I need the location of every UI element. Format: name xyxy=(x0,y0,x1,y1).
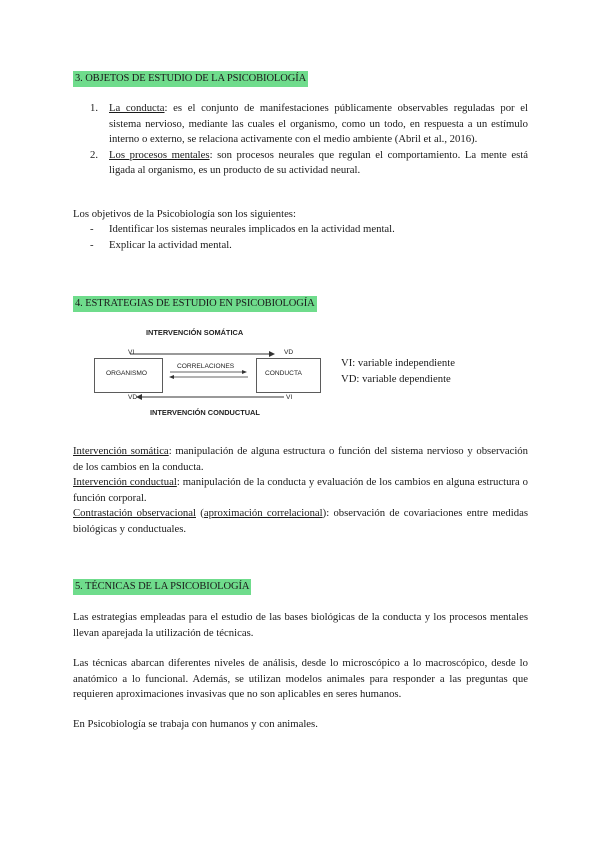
dash-bullet: - xyxy=(90,238,94,251)
strategies-definitions xyxy=(73,444,528,538)
term-aproximacion: aproximación correlacional xyxy=(203,507,323,520)
list-item-procesos-mentales xyxy=(90,148,528,179)
legend-vi: VI: variable independiente xyxy=(341,357,455,369)
bottom-intervention-label: INTERVENCIÓN CONDUCTUAL xyxy=(150,408,260,417)
definition-conductual xyxy=(73,475,528,506)
techniques-paragraph-1: Las estrategias empleadas para el estudio de las bases biológicas de la conducta y los procesos mentales llevan aparejada la utilización de técnicas. xyxy=(73,611,528,639)
strategies-diagram xyxy=(94,322,326,422)
middle-arrow-right-head xyxy=(242,370,247,374)
list-number: 1. xyxy=(90,102,99,114)
organismo-label: ORGANISMO xyxy=(106,370,148,377)
bottom-left-var: VD xyxy=(128,394,138,401)
top-intervention-label: INTERVENCIÓN SOMÁTICA xyxy=(146,328,244,337)
top-right-var: VD xyxy=(284,349,294,356)
objectives-intro: Los objetivos de la Psicobiología son los siguientes: xyxy=(73,208,296,220)
correlaciones-label: CORRELACIONES xyxy=(177,363,235,370)
techniques-paragraph-3: En Psicobiología se trabaja con humanos y con animales. xyxy=(73,718,318,730)
definition-text: : manipulación de alguna estructura o función del sistema nervioso y observación de los cambios en la conducta. xyxy=(73,445,528,473)
middle-arrow-left-head xyxy=(169,375,174,379)
list-item-conducta xyxy=(90,101,528,148)
objectives-list xyxy=(90,222,528,253)
section-4-heading: 4. ESTRATEGIAS DE ESTUDIO EN PSICOBIOLOGÍA xyxy=(73,296,317,312)
term-contrastacion: Contrastación observacional xyxy=(73,507,196,520)
section-5-heading: 5. TÉCNICAS DE LA PSICOBIOLOGÍA xyxy=(73,579,251,595)
top-left-var: VI xyxy=(128,349,135,356)
bottom-right-var: VI xyxy=(286,394,293,401)
variables-legend xyxy=(341,356,455,387)
term-conducta: La conducta xyxy=(109,102,165,114)
term-somatica: Intervención somática xyxy=(73,445,169,457)
definition-text: : manipulación de la conducta y evaluación de los cambios en alguna estructura o función corporal. xyxy=(73,476,528,504)
list-item xyxy=(90,238,528,254)
definition-conducta: : es el conjunto de manifestaciones públicamente observables reguladas por el sistema nervioso, mediante las cuales el organismo, como un todo, en respuesta a un estímulo interno o externo, se relaciona activamente con el medio ambiente (Abril et al., 2016). xyxy=(109,102,528,146)
list-number: 2. xyxy=(90,148,99,161)
legend-vd: VD: variable dependiente xyxy=(341,372,451,385)
list-item xyxy=(90,222,528,238)
definition-procesos-mentales: : son procesos neurales que regulan el comportamiento. La mente está ligada al organismo, es un producto de su actividad neural. xyxy=(109,148,528,177)
techniques-paragraph-2: Las técnicas abarcan diferentes niveles de análisis, desde lo microscópico a lo macroscópico, desde lo anatómico a lo funcional. Además, se utilizan modelos animales para responder a las preguntas que requieren aproximaciones invasivas que no son aplicables en seres humanos. xyxy=(73,657,528,701)
definition-paren: ( xyxy=(195,507,204,520)
objective-text: Explicar la actividad mental. xyxy=(109,238,232,251)
term-conductual: Intervención conductual xyxy=(73,476,177,489)
objects-list xyxy=(90,101,528,179)
objective-text: Identificar los sistemas neurales implicados en la actividad mental. xyxy=(109,223,395,235)
definition-contrastacion xyxy=(73,506,528,537)
conducta-label: CONDUCTA xyxy=(265,370,302,377)
dash-bullet: - xyxy=(90,223,94,235)
top-arrow-head xyxy=(269,351,275,357)
term-procesos-mentales: Los procesos mentales xyxy=(109,148,210,161)
section-3-heading: 3. OBJETOS DE ESTUDIO DE LA PSICOBIOLOGÍA xyxy=(73,71,308,87)
definition-text: ): observación de covariaciones entre medidas biológicas y conductuales. xyxy=(73,507,528,535)
definition-somatica xyxy=(73,444,528,475)
